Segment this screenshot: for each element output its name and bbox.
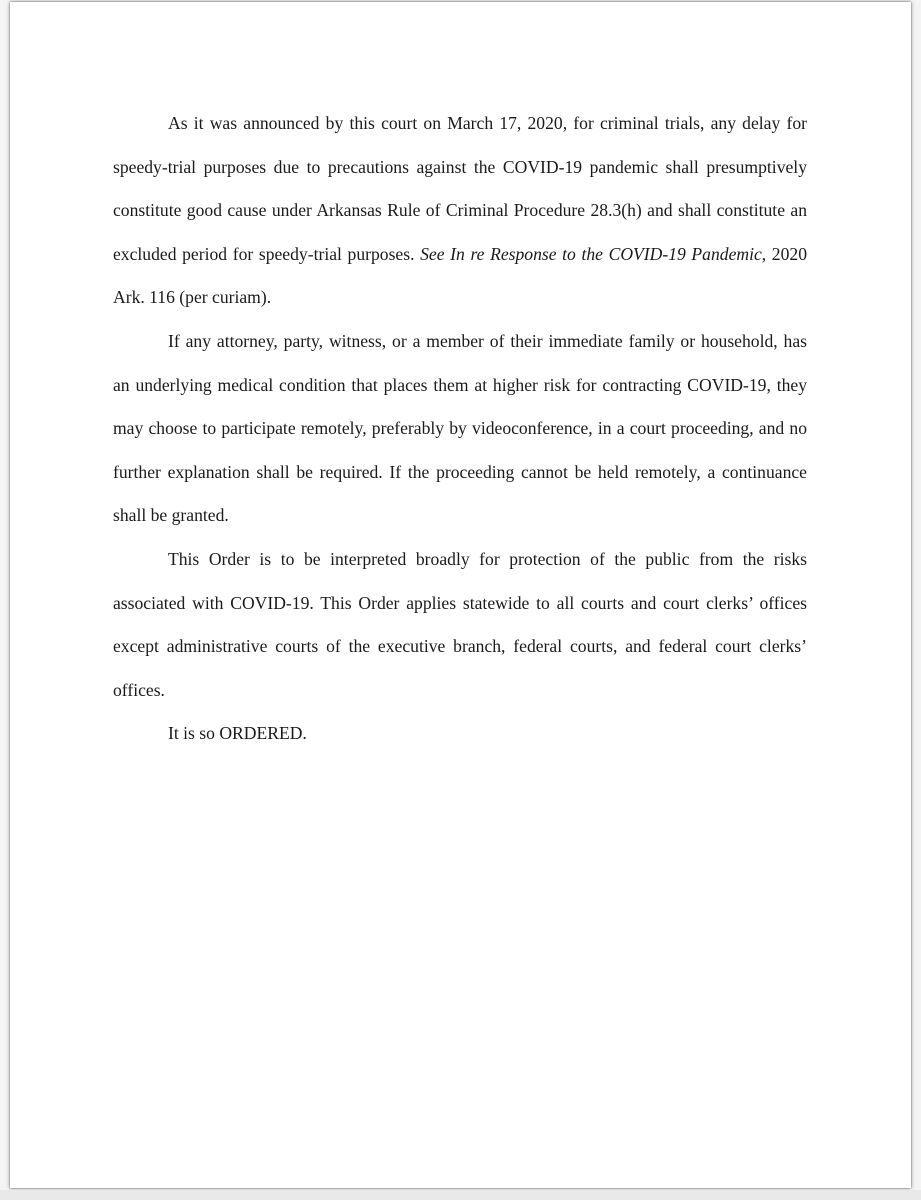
document-body <box>113 102 807 756</box>
paragraph-speedy-trial-text: As it was announced by this court on March 17, 2020, for criminal trials, any delay for speedy-trial purposes due to precautions against the COVID-19 pandemic shall presumptively constitute good cause under Arkansas Rule of Criminal Procedure 28.3(h) and shall constitute an excluded period for speedy-trial purposes. <box>113 113 807 264</box>
citation-reporter: , 2020 Ark. 116 (per curiam). <box>113 243 807 308</box>
page-bottom-edge <box>0 1190 921 1200</box>
case-citation: See In re Response to the COVID-19 Pandemic <box>420 243 762 264</box>
paragraph-speedy-trial <box>113 102 807 320</box>
document-page <box>10 2 911 1188</box>
paragraph-remote-participation: If any attorney, party, witness, or a member of their immediate family or household, has an underlying medical condition that places them at higher risk for contracting COVID-19, they may choose to participate remotely, preferably by videoconference, in a court proceeding, and no further explanation shall be required. If the proceeding cannot be held remotely, a continuance shall be granted. <box>113 330 807 526</box>
paragraph-ordered: It is so ORDERED. <box>168 723 307 744</box>
paragraph-scope: This Order is to be interpreted broadly for protection of the public from the risks associated with COVID-19. This Order applies statewide to all courts and court clerks’ offices except administrative courts of the executive branch, federal courts, and federal court clerks’ offices. <box>113 548 807 700</box>
